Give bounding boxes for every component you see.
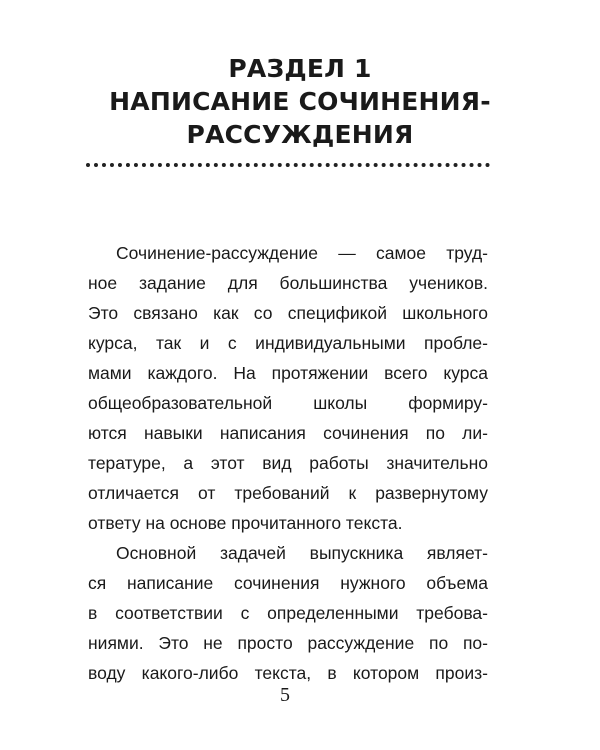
text-line: тературе, а этот вид работы значительно <box>88 453 488 473</box>
text-line: ное задание для большинства учеников. <box>88 273 488 293</box>
body-text <box>88 238 488 688</box>
text-line: курса, так и с индивидуальными пробле- <box>88 333 488 353</box>
text-line: ниями. Это не просто рассуждение по по- <box>88 633 488 653</box>
text-line: отличается от требований к развернутому <box>88 483 488 503</box>
section-label: РАЗДЕЛ 1 <box>228 54 372 83</box>
text-line: мами каждого. На протяжении всего курса <box>88 363 488 383</box>
section-title-line-1: НАПИСАНИЕ СОЧИНЕНИЯ- <box>109 87 491 116</box>
dotted-divider <box>86 163 490 167</box>
text-line: ся написание сочинения нужного объема <box>88 573 488 593</box>
page-number: 5 <box>280 684 290 706</box>
text-line: общеобразовательной школы формиру- <box>88 393 488 413</box>
text-line: Это связано как со спецификой школьного <box>88 303 488 323</box>
text-line: ответу на основе прочитанного текста. <box>88 513 403 533</box>
text-line: Сочинение-рассуждение — самое труд- <box>116 243 488 263</box>
section-title-line-2: РАССУЖДЕНИЯ <box>186 120 414 149</box>
text-line: ются навыки написания сочинения по ли- <box>88 423 488 443</box>
text-line: Основной задачей выпускника являет- <box>116 543 488 563</box>
text-line: в соответствии с определенными требова- <box>88 603 488 623</box>
text-line: воду какого-либо текста, в котором произ- <box>88 663 488 683</box>
